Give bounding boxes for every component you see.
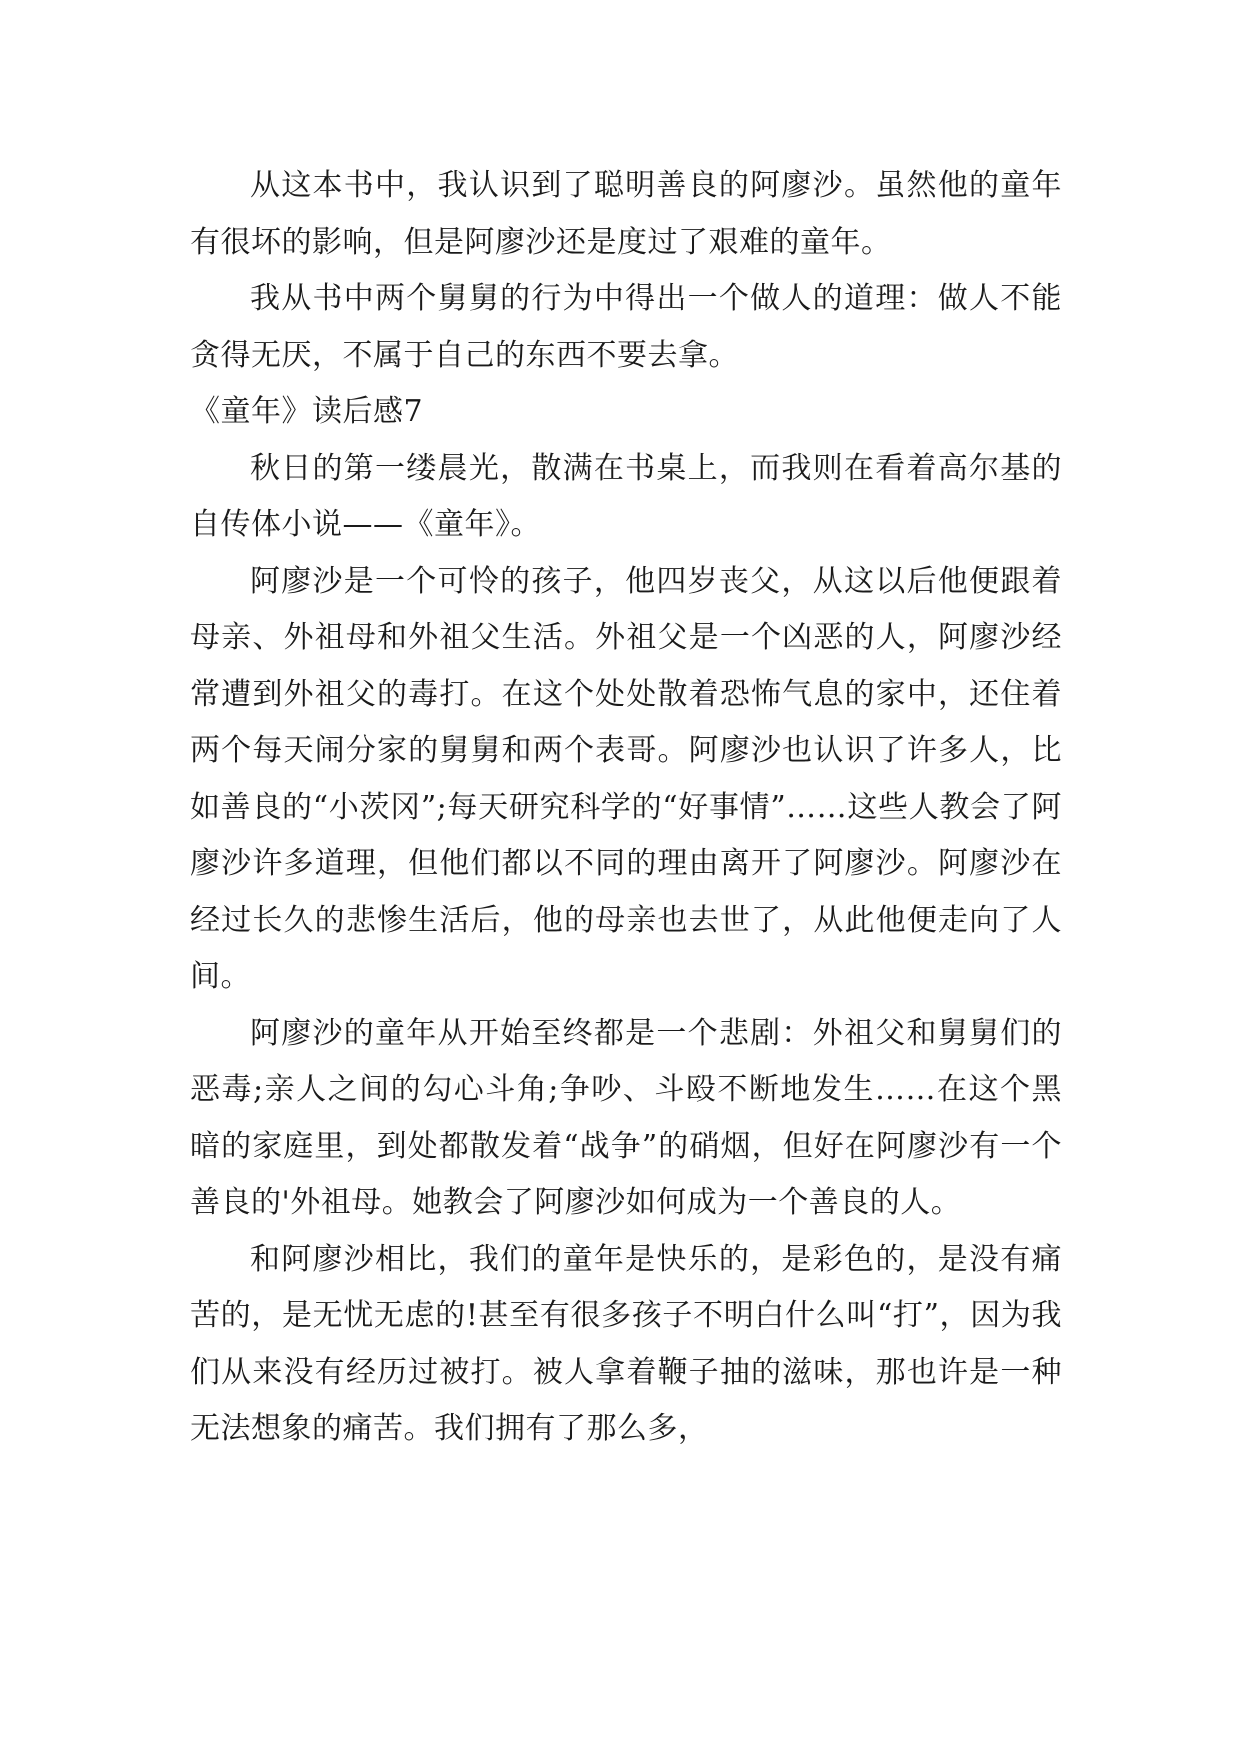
section-heading: 《童年》读后感7 [190,394,424,429]
document-body [190,158,1062,1458]
paragraph: 从这本书中，我认识到了聪明善良的阿廖沙。虽然他的童年有很坏的影响，但是阿廖沙还是度过了艰难的童年。 [190,168,1062,260]
paragraph: 阿廖沙是一个可怜的孩子，他四岁丧父，从这以后他便跟着母亲、外祖母和外祖父生活。外祖父是一个凶恶的人，阿廖沙经常遭到外祖父的毒打。在这个处处散着恐怖气息的家中，还住着两个每天闹分家的舅舅和两个表哥。阿廖沙也认识了许多人，比如善良的“小茨冈”;每天研究科学的“好事情”……这些人教会了阿廖沙许多道理，但他们都以不同的理由离开了阿廖沙。阿廖沙在经过长久的悲惨生活后，他的母亲也去世了，从此他便走向了人间。 [190,563,1062,994]
paragraph: 阿廖沙的童年从开始至终都是一个悲剧：外祖父和舅舅们的恶毒;亲人之间的勾心斗角;争吵、斗殴不断地发生……在这个黑暗的家庭里，到处都散发着“战争”的硝烟，但好在阿廖沙有一个善良的'外祖母。她教会了阿廖沙如何成为一个善良的人。 [190,1015,1062,1220]
paragraph: 我从书中两个舅舅的行为中得出一个做人的道理：做人不能贪得无厌，不属于自己的东西不要去拿。 [190,281,1062,373]
paragraph: 和阿廖沙相比，我们的童年是快乐的，是彩色的，是没有痛苦的，是无忧无虑的!甚至有很多孩子不明白什么叫“打”，因为我们从来没有经历过被打。被人拿着鞭子抽的滋味，那也许是一种无法想象的痛苦。我们拥有了那么多， [190,1241,1062,1446]
paragraph: 秋日的第一缕晨光，散满在书桌上，而我则在看着高尔基的自传体小说——《童年》。 [190,450,1062,542]
